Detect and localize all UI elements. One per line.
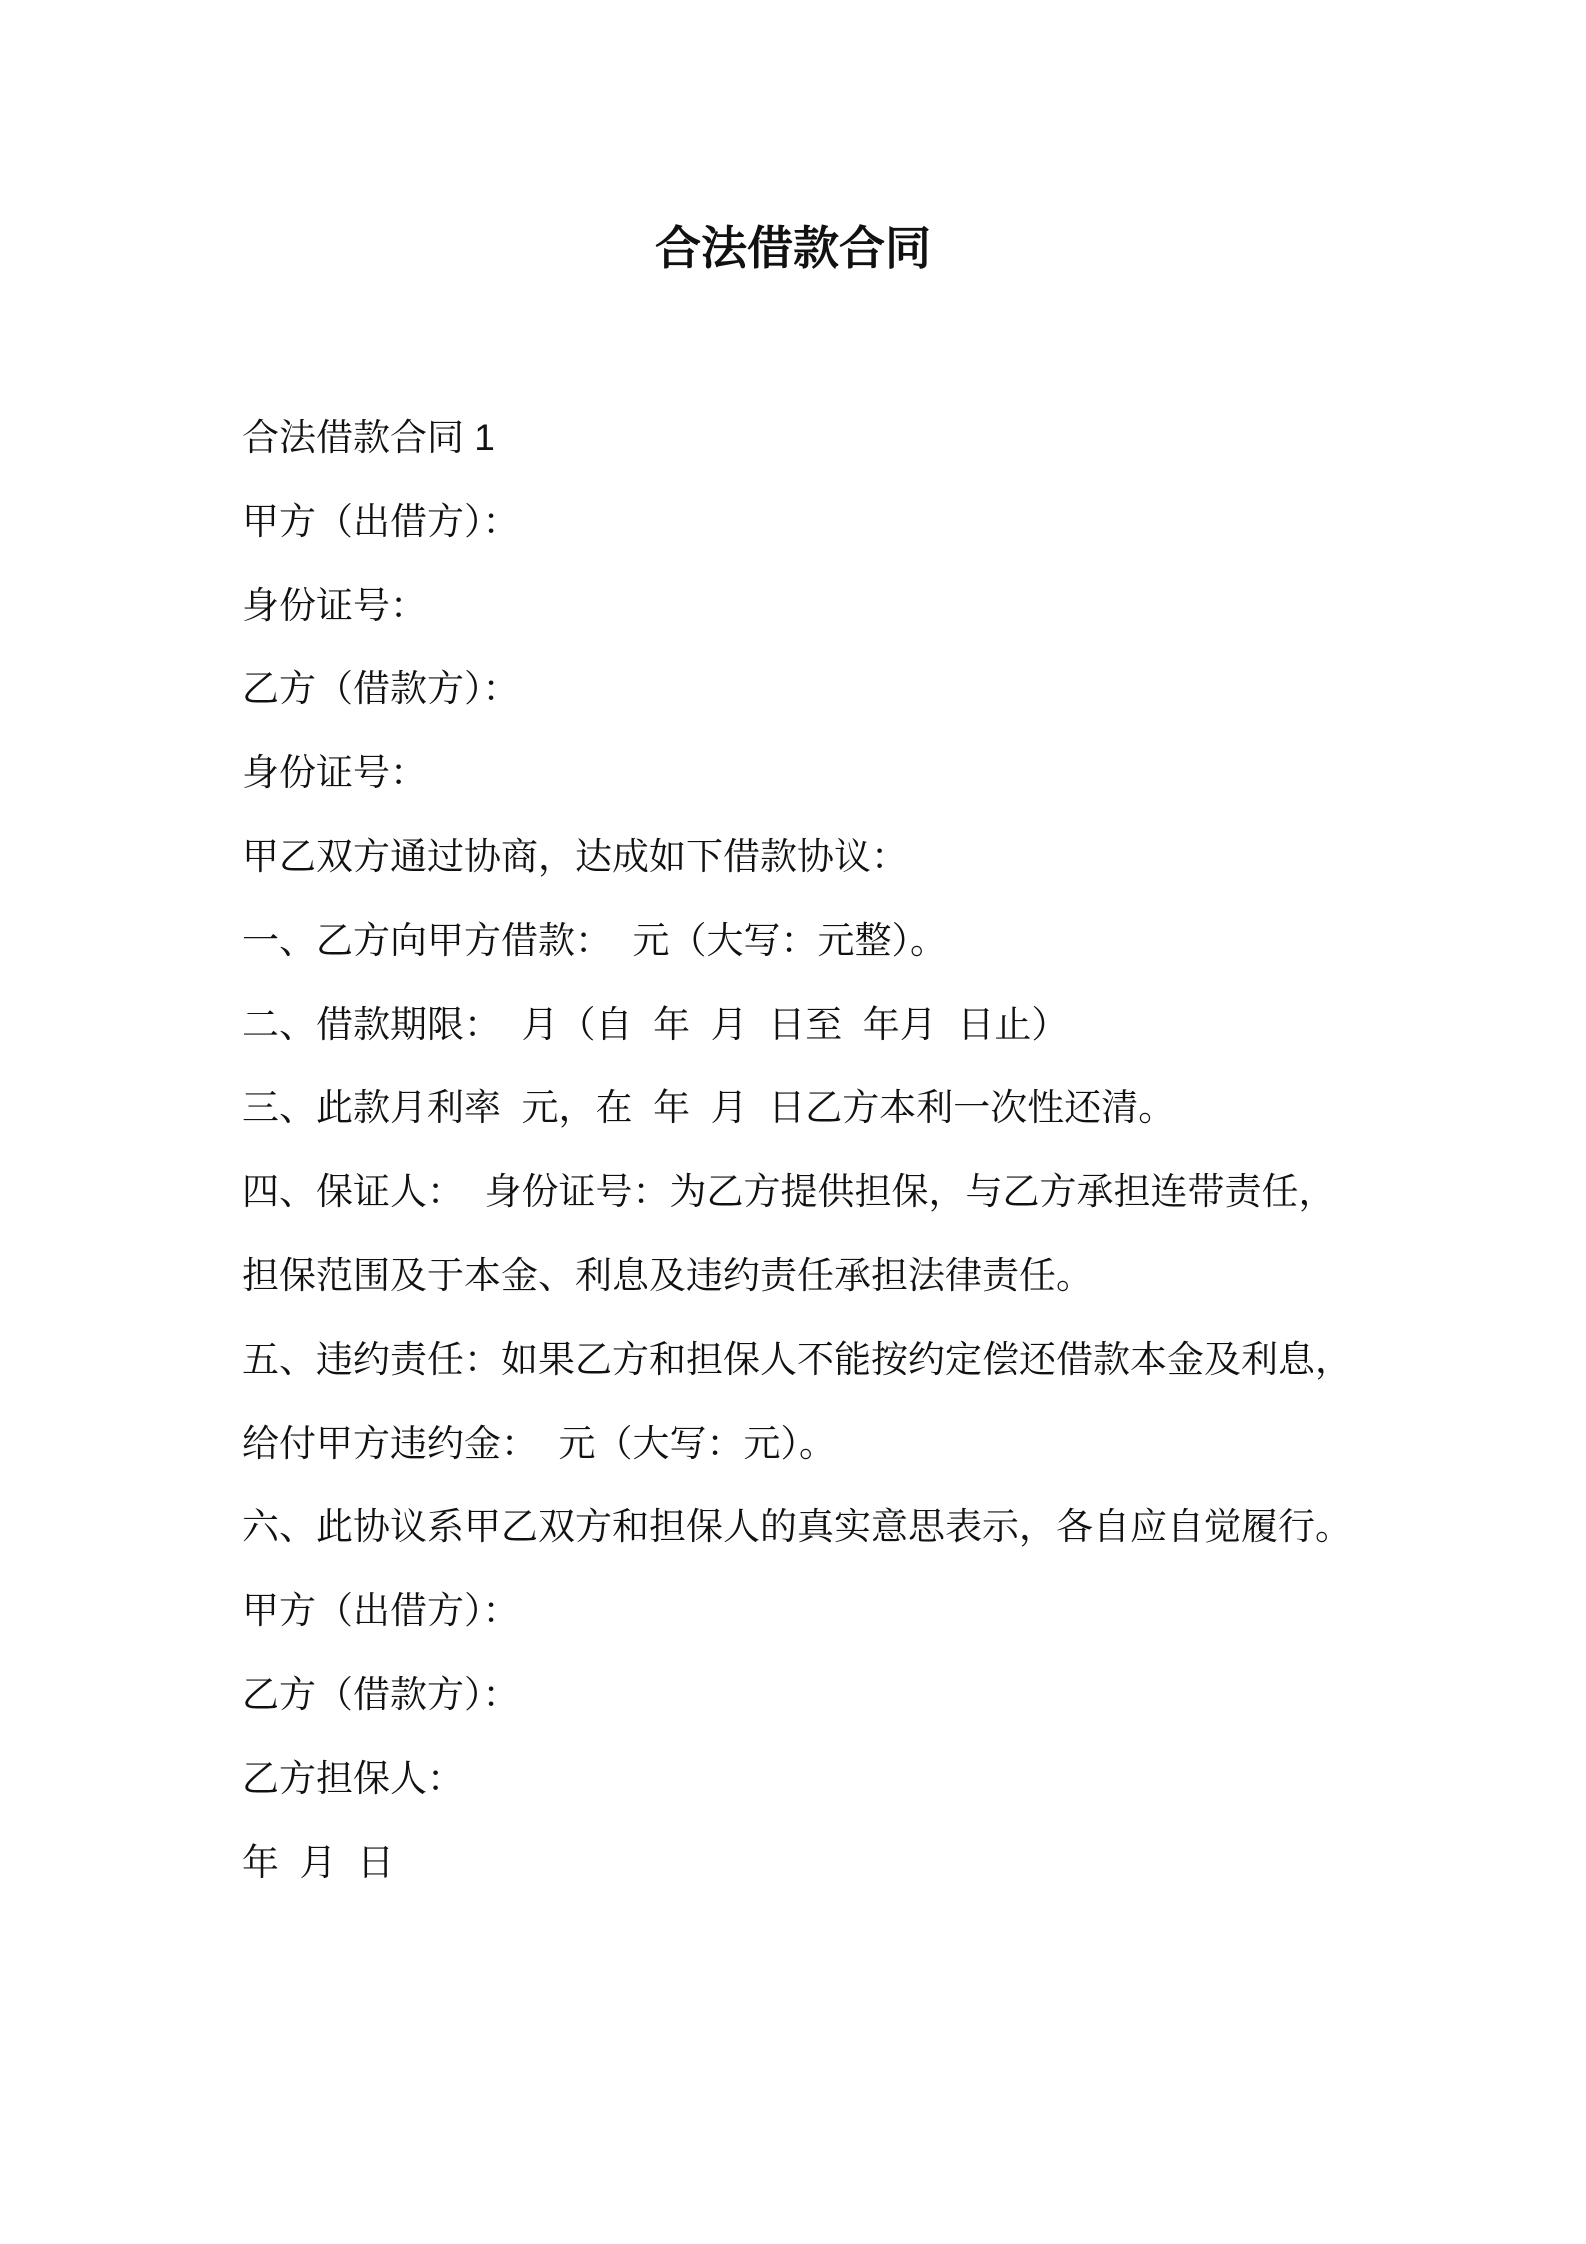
clause-4-guarantor: 四、保证人： 身份证号：为乙方提供担保，与乙方承担连带责任， (242, 1171, 1336, 1213)
party-a-id-label: 身份证号： (242, 584, 427, 626)
signature-party-a: 甲方（出借方）： (242, 1590, 520, 1632)
clause-5-breach-liability: 五、违约责任：如果乙方和担保人不能按约定偿还借款本金及利息， (242, 1338, 1352, 1380)
agreement-intro: 甲乙双方通过协商，达成如下借款协议： (242, 835, 908, 877)
document-title: 合法借款合同 (655, 222, 931, 274)
clause-6-declaration: 六、此协议系甲乙双方和担保人的真实意思表示，各自应自觉履行。 (242, 1506, 1352, 1548)
document-body (242, 396, 1492, 1904)
contract-subtitle: 合法借款合同 1 (242, 417, 495, 458)
clause-3-interest-rate: 三、此款月利率 元，在 年 月 日乙方本利一次性还清。 (242, 1087, 1176, 1129)
party-a-label: 甲方（出借方）： (242, 500, 520, 542)
party-b-label: 乙方（借款方）： (242, 668, 520, 710)
party-b-id-label: 身份证号： (242, 752, 427, 794)
clause-2-loan-term: 二、借款期限： 月（自 年 月 日至 年月 日止） (242, 1003, 1069, 1045)
signature-guarantor: 乙方担保人： (242, 1757, 464, 1799)
clause-1-loan-amount: 一、乙方向甲方借款： 元（大写：元整）。 (242, 919, 948, 961)
signature-party-b: 乙方（借款方）： (242, 1673, 520, 1715)
clause-5-penalty: 给付甲方违约金： 元（大写：元）。 (242, 1422, 837, 1464)
clause-4-guarantee-scope: 担保范围及于本金、利息及违约责任承担法律责任。 (242, 1254, 1093, 1296)
signature-date: 年 月 日 (242, 1841, 395, 1883)
